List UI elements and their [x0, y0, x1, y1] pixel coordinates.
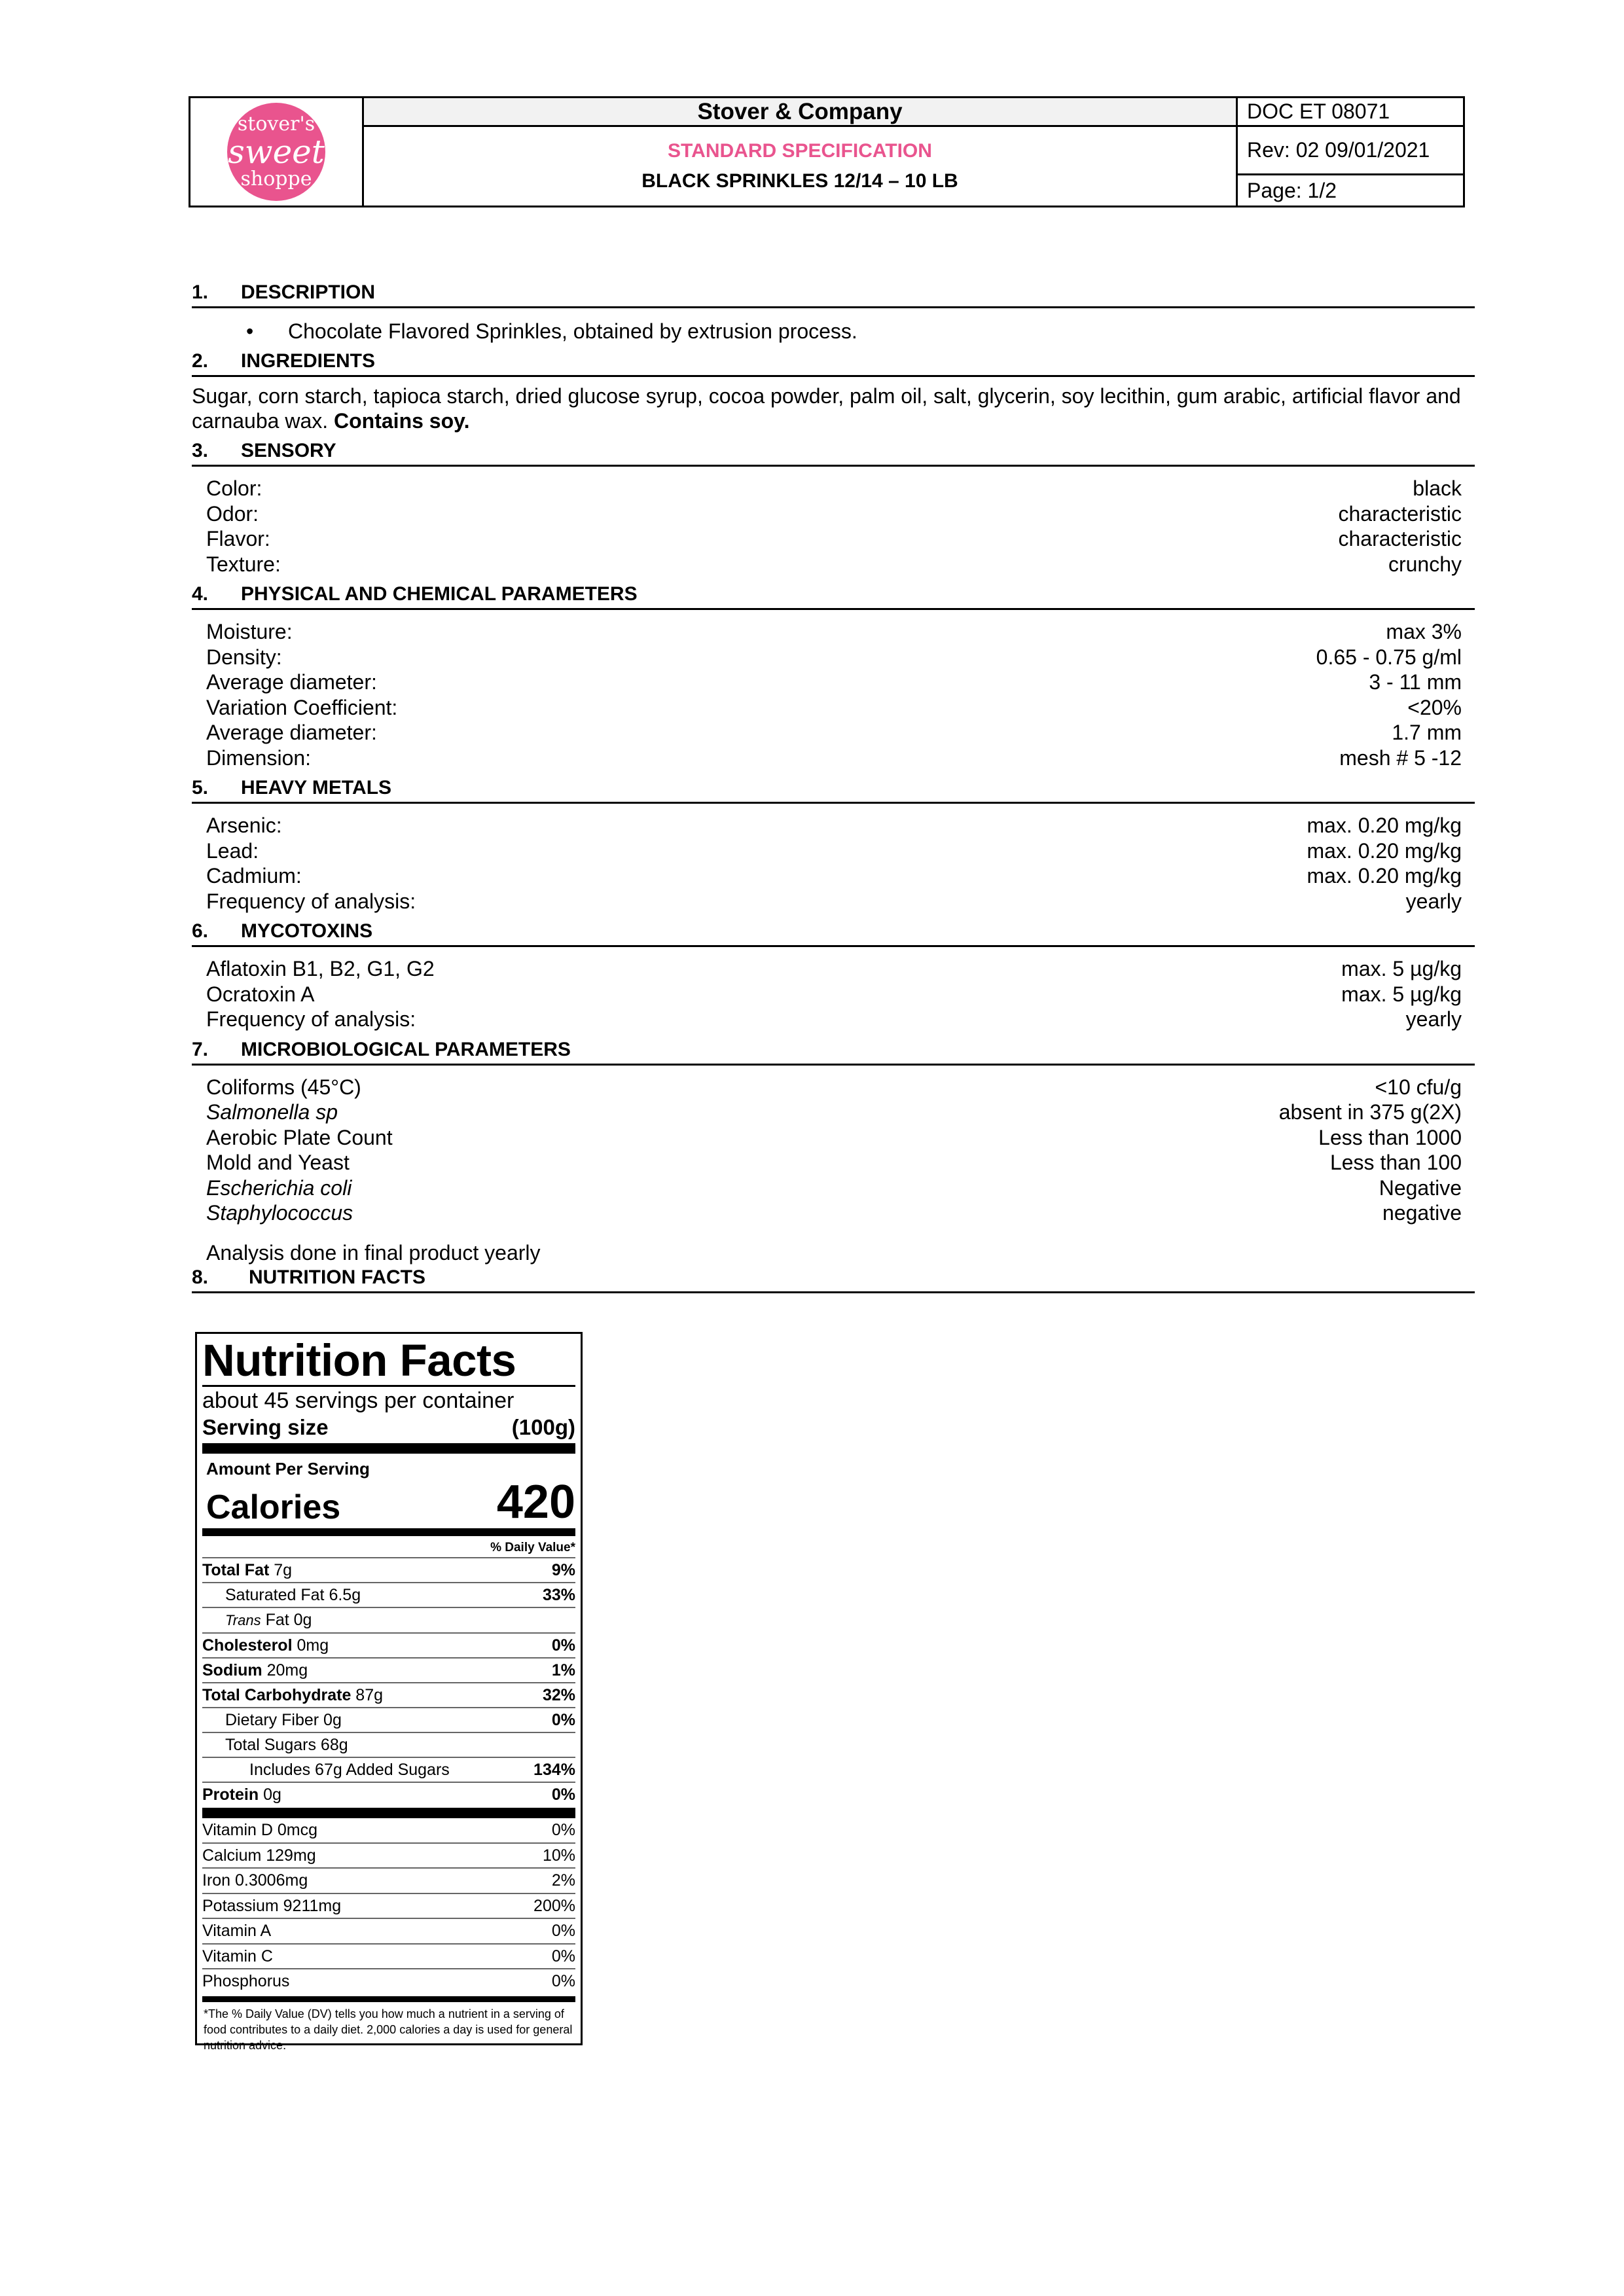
nutrient-name: Sodium: [202, 1661, 262, 1679]
calories-value: 420: [496, 1476, 575, 1528]
vitamins-list: [202, 1818, 575, 1994]
param-label: Odor:: [206, 501, 259, 526]
nutrient-amount: 68g: [320, 1736, 348, 1754]
section-number: 8.: [192, 1266, 209, 1288]
header-meta-block: [1238, 98, 1463, 206]
nutrition-facts-label: [195, 1332, 583, 2052]
param-value: 1.7 mm: [1392, 721, 1462, 744]
header-title-block: [364, 98, 1238, 206]
nutrition-facts-title: Nutrition Facts: [202, 1335, 516, 1386]
section-heading-ingredients: [192, 350, 1475, 377]
ingredients-text: [192, 384, 1475, 433]
vitamin-dv: 200%: [533, 1896, 575, 1915]
section-heading-description: [192, 281, 1475, 308]
table-row: [206, 619, 1462, 645]
param-label: Dimension:: [206, 745, 312, 770]
param-label: Variation Coefficient:: [206, 695, 398, 719]
param-value: yearly: [1405, 1007, 1462, 1031]
section-heading-microbiological: [192, 1039, 1475, 1066]
thick-divider: [202, 1808, 575, 1818]
vitamin-row: [202, 1918, 575, 1943]
table-row: [206, 501, 1462, 527]
logo-cell: [190, 98, 364, 206]
section-number: 4.: [192, 583, 209, 605]
nutrient-amount: 0g: [263, 1785, 281, 1804]
calories-row: [202, 1476, 575, 1528]
param-value: max. 0.20 mg/kg: [1307, 838, 1462, 863]
nutrient-name: Includes 67g Added Sugars: [249, 1761, 450, 1779]
vitamin-row: [202, 1867, 575, 1893]
spec-title: STANDARD SPECIFICATION: [668, 140, 932, 162]
nutrient-amount: 6.5g: [329, 1586, 361, 1604]
nutrient-dv: 134%: [533, 1761, 575, 1779]
thick-divider: [202, 1443, 575, 1454]
medium-divider: [202, 1996, 575, 2002]
param-value: Negative: [1379, 1175, 1462, 1200]
section-title: PHYSICAL AND CHEMICAL PARAMETERS: [241, 583, 638, 605]
serving-size-value: (100g): [511, 1415, 575, 1439]
param-label: Salmonella sp: [206, 1100, 338, 1124]
table-row: [206, 982, 1462, 1007]
param-value: negative: [1382, 1201, 1462, 1225]
nutrient-dv: 0%: [551, 1785, 575, 1804]
section-title: INGREDIENTS: [241, 350, 376, 372]
param-value: absent in 375 g(2X): [1278, 1100, 1462, 1124]
table-row: [206, 476, 1462, 501]
table-row: [206, 526, 1462, 552]
section-number: 7.: [192, 1038, 209, 1060]
nutrient-amount: 20mg: [266, 1661, 308, 1679]
nutrient-dv: 32%: [542, 1686, 575, 1704]
param-value: Less than 100: [1329, 1151, 1462, 1174]
table-row: [206, 1200, 1462, 1226]
bullet-icon: •: [246, 319, 254, 343]
section-number: 6.: [192, 920, 209, 942]
section-number: 3.: [192, 440, 209, 461]
vitamin-dv: 0%: [551, 1821, 575, 1839]
spec-content: [192, 281, 1475, 1293]
param-label: Average diameter:: [206, 721, 377, 744]
param-value: 0.65 - 0.75 g/ml: [1316, 645, 1462, 669]
section-heading-sensory: [192, 440, 1475, 467]
serving-size: [202, 1414, 575, 1441]
vitamin-dv: 10%: [542, 1846, 575, 1865]
nutrient-name: Total Sugars: [225, 1736, 316, 1754]
logo-line-1: stover's: [237, 113, 316, 135]
nutrient-row: [202, 1682, 575, 1707]
section-title: NUTRITION FACTS: [249, 1266, 425, 1288]
product-name: BLACK SPRINKLES 12/14 – 10 LB: [641, 170, 958, 192]
param-label: Color:: [206, 476, 262, 500]
table-row: [206, 552, 1462, 577]
section-heading-physical: [192, 583, 1475, 610]
description-text: Chocolate Flavored Sprinkles, obtained by extrusion process.: [288, 319, 857, 343]
vitamin-row: [202, 1943, 575, 1969]
param-label: Density:: [206, 645, 282, 669]
param-value: <20%: [1407, 695, 1462, 719]
nutrient-row: [202, 1557, 575, 1582]
nutrient-row: [202, 1782, 575, 1806]
section-heading-nutrition: [192, 1266, 1475, 1293]
table-row: [206, 863, 1462, 889]
nutrient-dv: 0%: [551, 1636, 575, 1655]
param-label: Escherichia coli: [206, 1175, 352, 1200]
param-value: max. 5 µg/kg: [1341, 982, 1462, 1006]
nutrient-row: [202, 1732, 575, 1757]
param-value: max. 0.20 mg/kg: [1307, 814, 1462, 837]
vitamin-dv: 0%: [551, 1972, 575, 1990]
nutrient-name: Dietary Fiber: [225, 1711, 319, 1729]
nutrient-dv: 9%: [551, 1561, 575, 1579]
spec-title-block: [364, 127, 1236, 206]
table-row: [206, 1175, 1462, 1201]
nutrient-name: Cholesterol: [202, 1636, 293, 1655]
table-row: [206, 1150, 1462, 1175]
document-header: [189, 96, 1465, 207]
table-row: [206, 1075, 1462, 1100]
nutrient-row: [202, 1607, 575, 1632]
daily-value-header: % Daily Value*: [490, 1541, 575, 1554]
nutrient-dv: 1%: [551, 1661, 575, 1679]
heavy-metals-table: [192, 813, 1475, 914]
vitamin-name: Vitamin C: [202, 1946, 273, 1965]
vitamin-name: Calcium 129mg: [202, 1846, 316, 1865]
param-label: Cadmium:: [206, 864, 302, 888]
amount-per-serving: Amount Per Serving: [206, 1459, 370, 1479]
vitamin-dv: 2%: [551, 1871, 575, 1890]
physical-table: [192, 619, 1475, 770]
param-label: Moisture:: [206, 620, 293, 643]
company-name: Stover & Company: [364, 98, 1236, 127]
param-value: crunchy: [1388, 552, 1462, 576]
ingredients-list: Sugar, corn starch, tapioca starch, dried glucose syrup, cocoa powder, palm oil, salt, glycerin, soy lecithin, gum arabic, artificial flavor and carnauba wax.: [192, 384, 1461, 433]
vitamin-dv: 0%: [551, 1946, 575, 1965]
vitamin-name: Vitamin A: [202, 1922, 272, 1940]
section-number: 2.: [192, 350, 209, 372]
medium-divider: [202, 1528, 575, 1536]
table-row: [206, 720, 1462, 745]
nutrient-name: Saturated Fat: [225, 1586, 325, 1604]
description-bullet: [246, 319, 1475, 344]
param-label: Ocratoxin A: [206, 982, 315, 1006]
nutrient-row: [202, 1707, 575, 1732]
table-row: [206, 889, 1462, 914]
analysis-note-text: Analysis done in final product yearly: [206, 1240, 541, 1265]
section-heading-heavy-metals: [192, 777, 1475, 804]
table-row: [206, 670, 1462, 695]
section-title: HEAVY METALS: [241, 777, 392, 798]
table-row: [206, 1007, 1462, 1032]
serving-size-label: Serving size: [202, 1415, 329, 1439]
nutrient-name: Protein: [202, 1785, 259, 1804]
nutrient-name: Trans: [225, 1612, 261, 1628]
param-value: max. 5 µg/kg: [1341, 957, 1462, 980]
param-value: max. 0.20 mg/kg: [1307, 864, 1462, 888]
servings-per-container: about 45 servings per container: [202, 1385, 575, 1414]
table-row: [206, 838, 1462, 864]
param-value: characteristic: [1338, 527, 1462, 550]
param-value: mesh # 5 -12: [1339, 745, 1462, 770]
section-title: MICROBIOLOGICAL PARAMETERS: [241, 1038, 571, 1060]
table-row: [206, 813, 1462, 838]
param-value: Less than 1000: [1318, 1125, 1462, 1149]
table-row: [206, 1100, 1462, 1125]
mycotoxins-table: [192, 956, 1475, 1032]
vitamin-row: [202, 1842, 575, 1868]
sensory-table: [192, 476, 1475, 577]
vitamin-name: Vitamin D 0mcg: [202, 1821, 317, 1839]
table-row: [206, 695, 1462, 721]
section-title: DESCRIPTION: [241, 281, 376, 303]
param-value: black: [1413, 476, 1462, 500]
param-value: <10 cfu/g: [1375, 1075, 1462, 1099]
vitamin-dv: 0%: [551, 1922, 575, 1940]
calories-label: Calories: [206, 1488, 341, 1526]
section-number: 5.: [192, 777, 209, 798]
vitamin-name: Phosphorus: [202, 1972, 290, 1990]
param-label: Aflatoxin B1, B2, G1, G2: [206, 957, 435, 980]
nutrient-amount: 7g: [274, 1561, 293, 1579]
analysis-note: [206, 1240, 1462, 1266]
param-value: yearly: [1405, 889, 1462, 913]
vitamin-name: Iron 0.3006mg: [202, 1871, 308, 1890]
nutrient-dv: 0%: [551, 1711, 575, 1729]
nutrient-amount: 87g: [355, 1686, 384, 1704]
nutrient-amount: 0g: [323, 1711, 342, 1729]
page-number: Page: 1/2: [1247, 178, 1337, 202]
param-label: Coliforms (45°C): [206, 1075, 361, 1099]
param-label: Flavor:: [206, 527, 270, 550]
nutrient-amount: Fat 0g: [265, 1611, 312, 1629]
param-label: Aerobic Plate Count: [206, 1125, 393, 1149]
param-label: Lead:: [206, 838, 259, 863]
nutrient-row: [202, 1757, 575, 1782]
company-logo: [227, 103, 325, 201]
daily-value-footnote: *The % Daily Value (DV) tells you how much a nutrient in a serving of food contributes to a daily diet. 2,000 calories a day is used for general nutrition advice.: [204, 2007, 573, 2052]
nutrient-amount: 0mg: [297, 1636, 329, 1655]
section-number: 1.: [192, 281, 209, 303]
nutrient-row: [202, 1582, 575, 1607]
allergen-statement: Contains soy.: [334, 409, 470, 433]
nutrient-row: [202, 1657, 575, 1682]
section-heading-mycotoxins: [192, 920, 1475, 947]
param-label: Arsenic:: [206, 814, 282, 837]
table-row: [206, 1125, 1462, 1151]
section-title: SENSORY: [241, 440, 336, 461]
nutrient-name: Total Fat: [202, 1561, 270, 1579]
table-row: [206, 745, 1462, 771]
param-label: Staphylococcus: [206, 1201, 353, 1225]
param-value: characteristic: [1338, 501, 1462, 526]
logo-line-3: shoppe: [240, 168, 312, 190]
revision: Rev: 02 09/01/2021: [1238, 127, 1463, 175]
table-row: [206, 645, 1462, 670]
vitamin-name: Potassium 9211mg: [202, 1896, 342, 1915]
param-label: Texture:: [206, 552, 281, 576]
section-title: MYCOTOXINS: [241, 920, 373, 942]
param-value: 3 - 11 mm: [1369, 670, 1462, 694]
table-row: [206, 956, 1462, 982]
vitamin-row: [202, 1818, 575, 1842]
vitamin-row: [202, 1893, 575, 1918]
doc-number: DOC ET 08071: [1238, 98, 1463, 127]
nutrient-dv: 33%: [542, 1586, 575, 1604]
param-label: Mold and Yeast: [206, 1151, 350, 1174]
nutrient-row: [202, 1632, 575, 1657]
param-label: Frequency of analysis:: [206, 1007, 416, 1031]
param-label: Average diameter:: [206, 670, 377, 694]
nutrient-name: Total Carbohydrate: [202, 1686, 352, 1704]
param-value: max 3%: [1386, 620, 1462, 643]
param-label: Frequency of analysis:: [206, 889, 416, 913]
vitamin-row: [202, 1968, 575, 1994]
microbiological-table: [192, 1075, 1475, 1266]
logo-line-2: sweet: [228, 133, 325, 171]
